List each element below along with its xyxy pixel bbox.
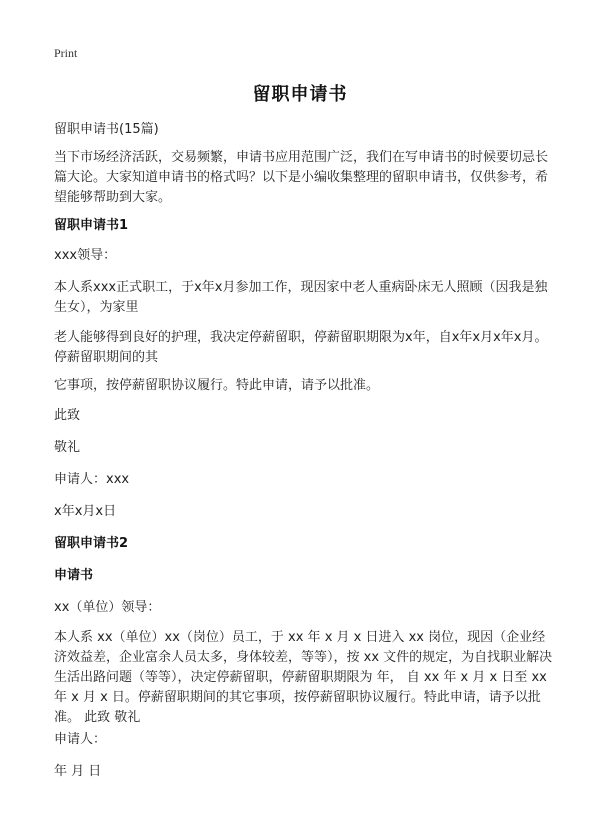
- section-1-applicant: 申请人：xxx: [54, 472, 130, 487]
- section-1-paragraph-3: 它事项，按停薪留职协议履行。特此申请，请予以批准。: [54, 378, 380, 393]
- section-1-paragraph-1: 本人系xxx正式职工，于x年x月参加工作，现因家中老人重病卧床无人照顾（因我是独生女），为家里: [54, 280, 548, 315]
- section-2-subheading: 申请书: [54, 568, 94, 583]
- section-1-salutation: xxx领导：: [54, 248, 117, 263]
- print-link[interactable]: Print: [54, 46, 78, 60]
- section-1-date: x年x月x日: [54, 504, 117, 519]
- section-2-heading: 留职申请书2: [54, 536, 129, 551]
- section-2-salutation: xx（单位）领导：: [54, 600, 161, 615]
- section-2-paragraph: 本人系 xx（单位）xx（岗位）员工，于 xx 年 x 月 x 日进入 xx 岗位，现因（企业经济效益差，企业富余人员太多，身体较差，等等），按 xx 文件的规定，为自找职业解决生活出路问题（等等），决定停薪留职，停薪留职期限为 年， 自 xx 年 x 月 x 日至 xx 年 x 月 x 日。停薪留职期间的其它事项，按停薪留职协议履行。特此申请，请予以批准。 此致 敬礼: [54, 630, 553, 725]
- section-1-closing-2: 敬礼: [54, 440, 81, 455]
- intro-paragraph: 当下市场经济活跃，交易频繁，申请书应用范围广泛，我们在写申请书的时候要切忌长篇大论。大家知道申请书的格式吗？以下是小编收集整理的留职申请书，仅供参考，希望能够帮助到大家。: [54, 150, 549, 205]
- section-2-date: 年 月 日: [54, 764, 102, 779]
- section-1-closing-1: 此致: [54, 408, 81, 423]
- document-subtitle: 留职申请书(15篇): [54, 122, 159, 137]
- section-1-paragraph-2: 老人能够得到良好的护理，我决定停薪留职，停薪留职期限为x年，自x年x月x年x月。停薪留职期间的其: [54, 330, 548, 365]
- section-2-applicant: 申请人：: [54, 732, 107, 747]
- document-title: 留职申请书: [252, 84, 348, 105]
- section-1-heading: 留职申请书1: [54, 218, 129, 233]
